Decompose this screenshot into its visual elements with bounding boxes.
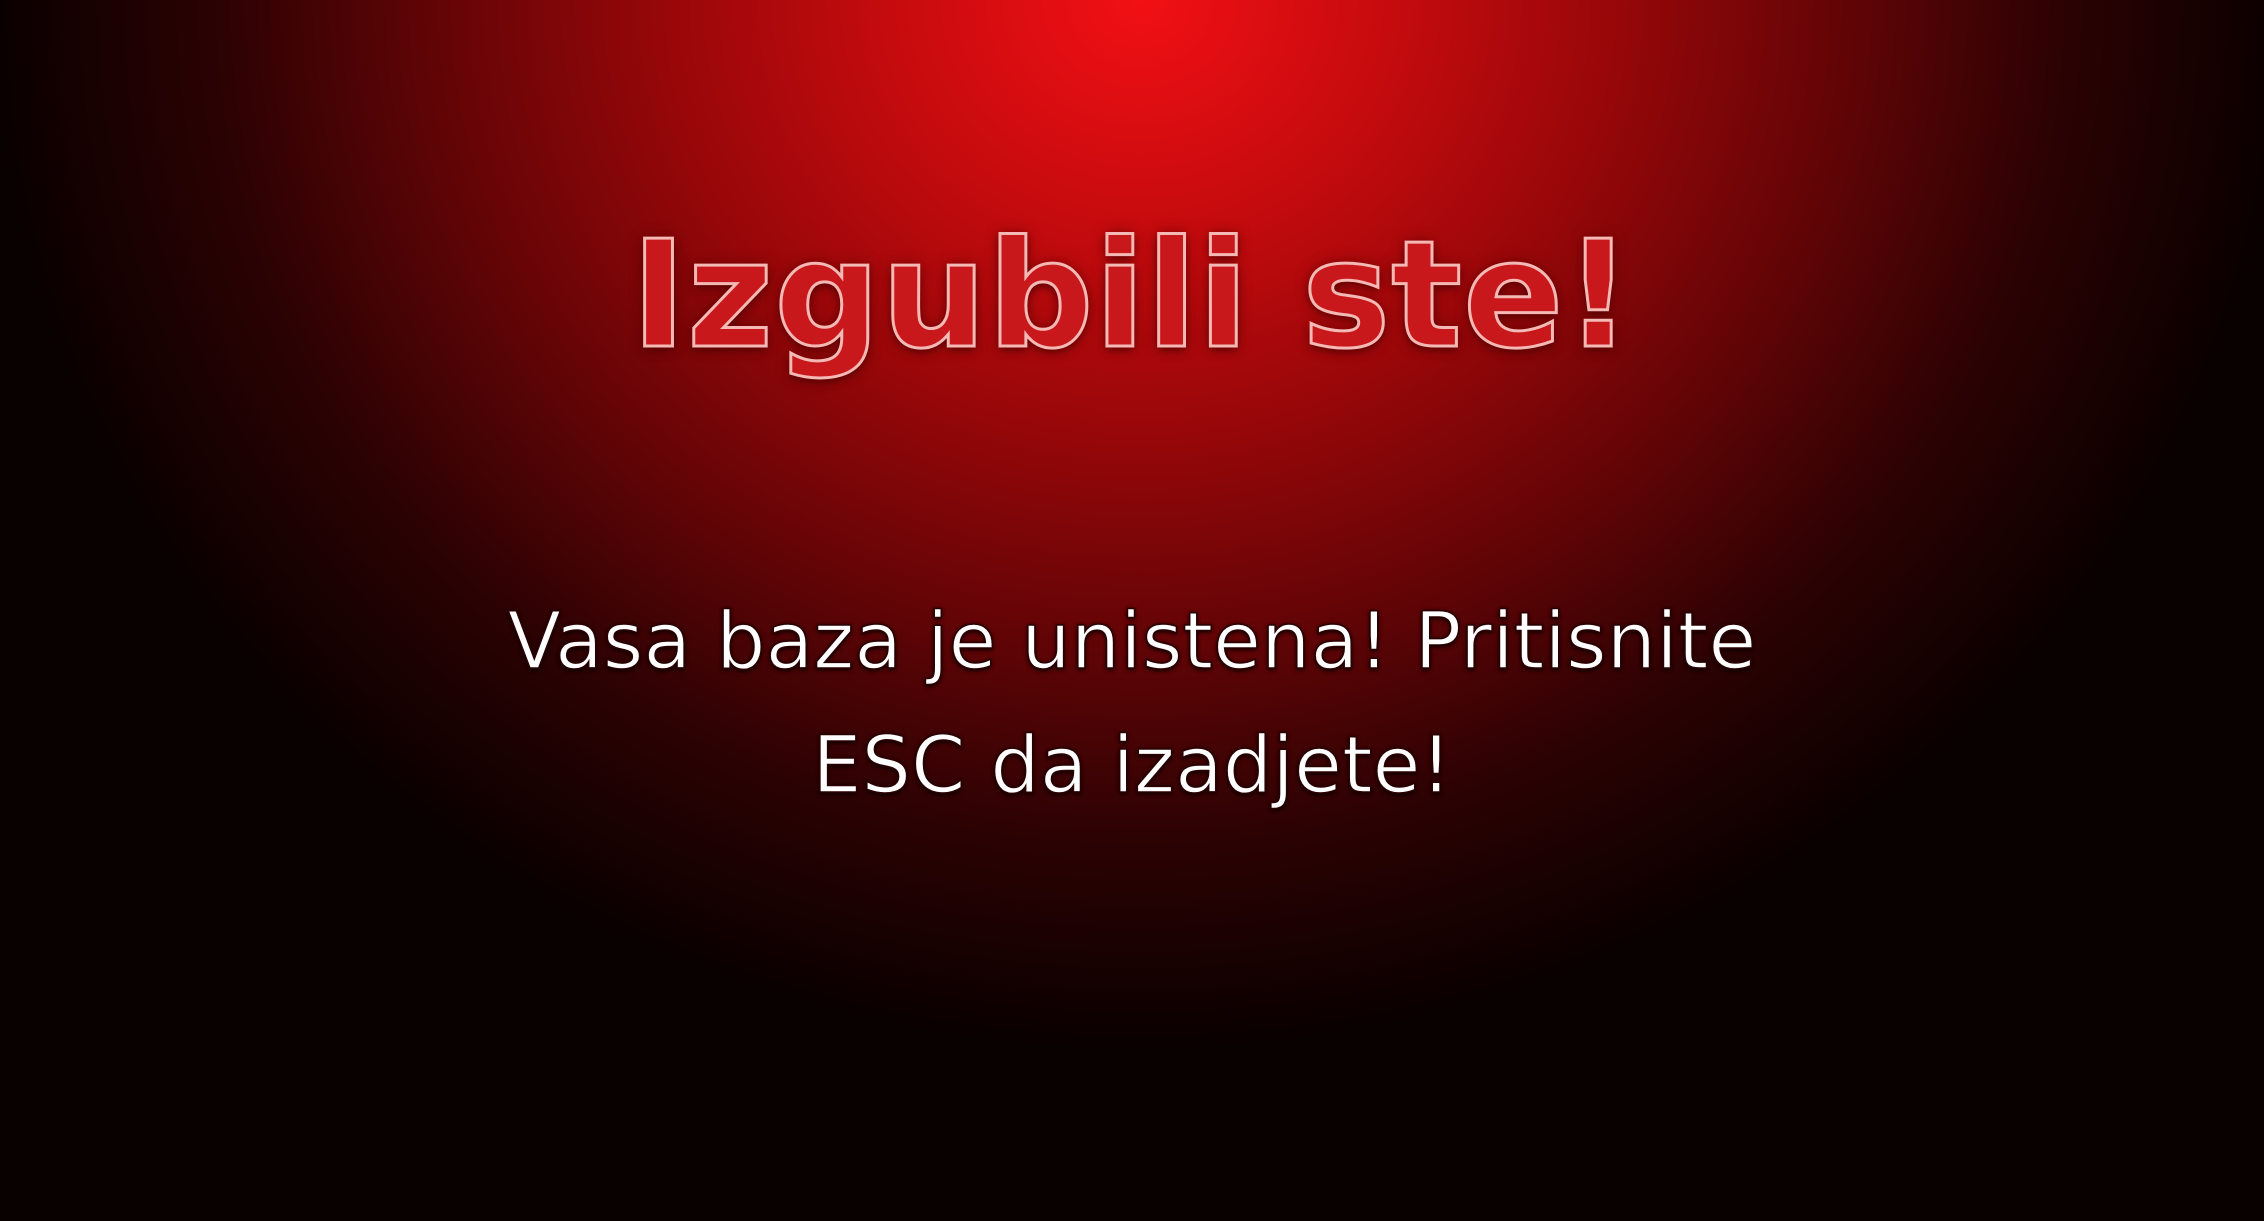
game-over-title: Izgubili ste!	[631, 209, 1633, 381]
message-line-2: ESC da izadjete!	[812, 721, 1452, 811]
game-over-message	[400, 580, 1864, 828]
message-line-1: Vasa baza je unistena! Pritisnite	[507, 597, 1757, 687]
